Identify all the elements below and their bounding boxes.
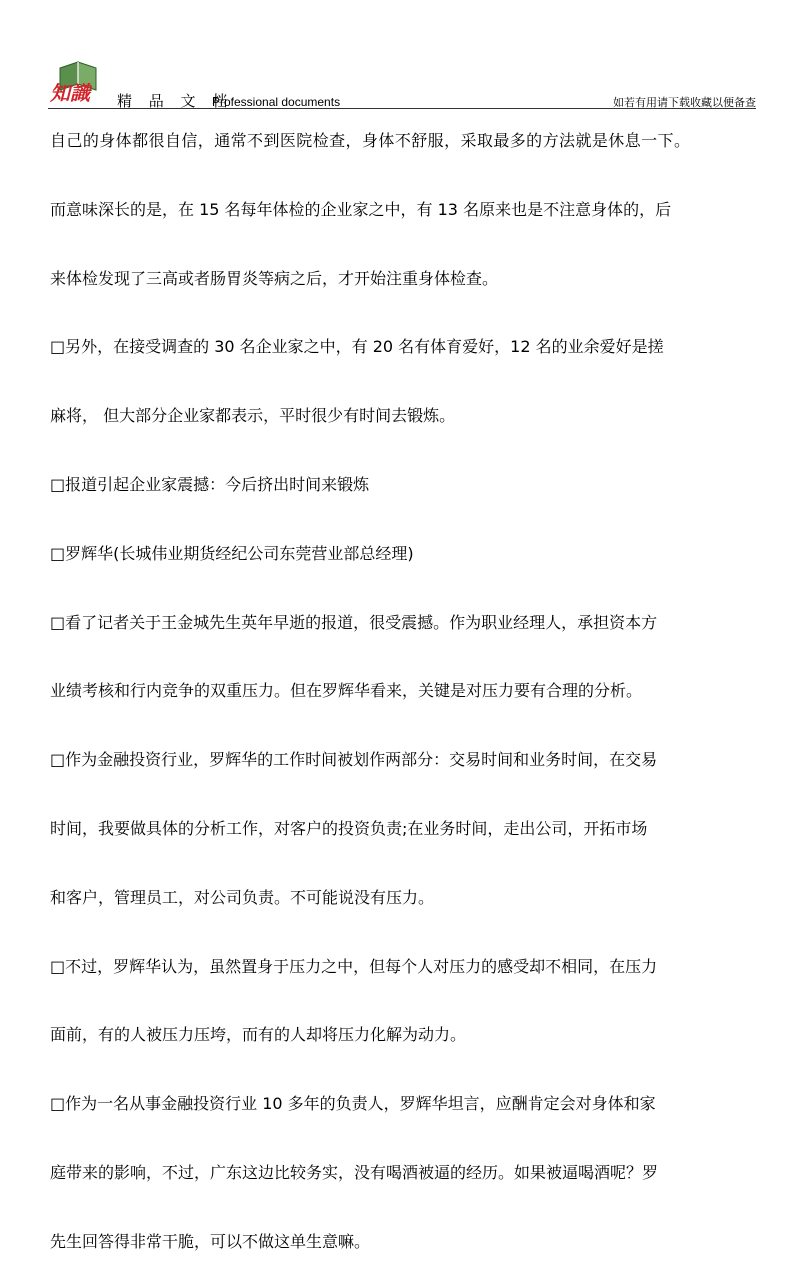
text-line: 来体检发现了三高或者肠胃炎等病之后，才开始注重身体检查。 <box>50 268 499 288</box>
document-body <box>50 123 774 1261</box>
paragraph <box>50 605 774 711</box>
paragraph <box>50 536 774 573</box>
text-line: □另外，在接受调查的 30 名企业家之中，有 20 名有体育爱好，12 名的业余爱好是搓 <box>50 337 664 357</box>
text-line: 时间，我要做具体的分析工作，对客户的投资负责;在业务时间，走出公司，开拓市场 <box>50 818 648 838</box>
text-line: 麻将， 但大部分企业家都表示，平时很少有时间去锻炼。 <box>50 406 456 426</box>
paragraph <box>50 742 774 916</box>
paragraph <box>50 949 774 1055</box>
text-line: 先生回答得非常干脆，可以不做这单生意嘛。 <box>50 1231 371 1251</box>
text-line: □作为一名从事金融投资行业 10 多年的负责人，罗辉华坦言，应酬肯定会对身体和家 <box>50 1094 656 1114</box>
text-line: □作为金融投资行业，罗辉华的工作时间被划作两部分：交易时间和业务时间，在交易 <box>50 750 658 770</box>
text-line: □罗辉华(长城伟业期货经纪公司东莞营业部总经理) <box>50 543 414 563</box>
header-note: 如若有用请下载收藏以便备查 <box>613 96 756 109</box>
paragraph <box>50 123 774 297</box>
text-line: 而意味深长的是，在 15 名每年体检的企业家之中，有 13 名原来也是不注意身体的，后 <box>50 199 672 219</box>
page-header <box>0 0 794 112</box>
text-line: □不过，罗辉华认为，虽然置身于压力之中，但每个人对压力的感受却不相同，在压力 <box>50 956 658 976</box>
brand-subtitle: Professional documents <box>212 95 341 109</box>
logo-book-icon <box>48 54 106 104</box>
paragraph <box>50 1086 774 1260</box>
text-line: 业绩考核和行内竞争的双重压力。但在罗辉华看来，关键是对压力要有合理的分析。 <box>50 681 643 701</box>
brand-title: 精 品 文 档 <box>117 92 234 110</box>
header-divider <box>48 108 756 109</box>
text-line: 面前，有的人被压力压垮，而有的人却将压力化解为动力。 <box>50 1025 467 1045</box>
paragraph <box>50 329 774 435</box>
text-line: 庭带来的影响，不过，广东这边比较务实，没有喝酒被逼的经历。如果被逼喝酒呢？罗 <box>50 1162 659 1182</box>
text-line: 和客户，管理员工，对公司负责。不可能说没有压力。 <box>50 887 435 907</box>
text-line: 自己的身体都很自信，通常不到医院检查，身体不舒服，采取最多的方法就是休息一下。 <box>50 131 691 150</box>
logo-text: 知識 <box>50 81 90 104</box>
paragraph <box>50 467 774 504</box>
text-line: □看了记者关于王金城先生英年早逝的报道，很受震撼。作为职业经理人，承担资本方 <box>50 612 658 632</box>
text-line: □报道引起企业家震撼：今后挤出时间来锻炼 <box>50 474 370 494</box>
